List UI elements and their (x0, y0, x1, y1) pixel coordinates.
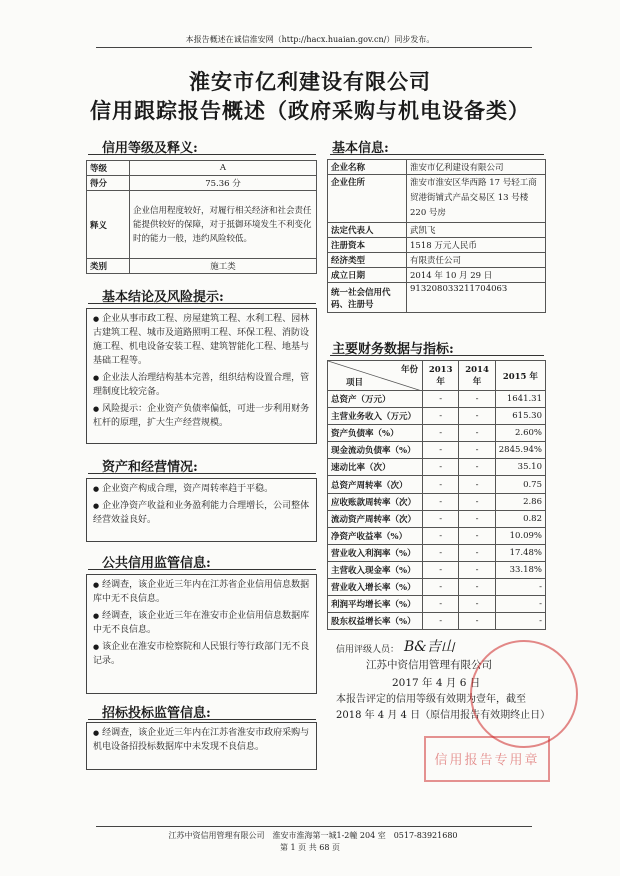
finance-value-2015: 2.86 (495, 493, 545, 510)
assets-section-title: 资产和经营情况: (102, 460, 198, 475)
capital-value: 1518 万元人民币 (407, 238, 546, 253)
bullet-icon: ● (93, 315, 100, 323)
finance-value-2015: 0.82 (495, 510, 545, 527)
finance-value-2014: - (459, 476, 495, 493)
finance-row (328, 459, 546, 476)
finance-value-2013: - (423, 596, 459, 613)
type-label: 类别 (87, 259, 130, 274)
finance-row-label: 主营业务收入（万元） (328, 408, 423, 425)
finance-value-2014: - (459, 459, 495, 476)
finance-row-label: 应收账款周转率（次） (328, 493, 423, 510)
credit-table (86, 160, 317, 274)
assets-item: ● 企业资产构成合理，资产周转率趋于平稳。 (93, 484, 274, 494)
finance-row-label: 营业收入利润率（%） (328, 544, 423, 561)
finance-value-2013: - (423, 476, 459, 493)
finance-value-2013: - (423, 459, 459, 476)
conclusion-section-rule (88, 303, 316, 304)
finance-value-2014: - (459, 596, 495, 613)
economic-type-label: 经济类型 (328, 253, 407, 268)
finance-value-2013: - (423, 425, 459, 442)
finance-row (328, 442, 546, 459)
finance-value-2013: - (423, 613, 459, 630)
evaluator-signature: B&吉山 (404, 639, 455, 655)
bullet-icon: ● (93, 405, 100, 413)
credit-section-rule (88, 154, 316, 155)
finance-value-2013: - (423, 510, 459, 527)
bullet-icon: ● (93, 729, 100, 737)
credit-section-title: 信用等级及释义: (102, 141, 198, 156)
score-value: 75.36 分 (130, 176, 317, 191)
finance-value-2015: 2.60% (495, 425, 545, 442)
finance-value-2015: 0.75 (495, 476, 545, 493)
finance-section-title: 主要财务数据与指标: (332, 342, 454, 357)
public-credit-section-rule (88, 569, 316, 570)
public-credit-box (86, 574, 317, 694)
finance-row-label: 流动资产周转率（次） (328, 510, 423, 527)
public-credit-item: ● 经调查，该企业近三年内在江苏省企业信用信息数据库中无不良信息。 (93, 580, 310, 604)
tender-item: ● 经调查，该企业近三年内在江苏省淮安市政府采购与机电设备招投标数据库中未发现不良信息。 (93, 728, 310, 752)
public-credit-section-title: 公共信用监管信息: (102, 556, 211, 571)
grade-label: 等级 (87, 161, 130, 176)
finance-value-2015: 33.18% (495, 561, 545, 578)
footer-page-number: 第 1 页 共 68 页 (280, 843, 340, 852)
finance-row-label: 速动比率（次） (328, 459, 423, 476)
address-label: 企业住所 (328, 175, 407, 223)
finance-value-2014: - (459, 442, 495, 459)
finance-row (328, 561, 546, 578)
finance-value-2014: - (459, 579, 495, 596)
finance-value-2014: - (459, 408, 495, 425)
finance-value-2015: - (495, 579, 545, 596)
tender-section-title: 招标投标监管信息: (102, 706, 211, 721)
economic-type-value: 有限责任公司 (407, 253, 546, 268)
finance-row (328, 596, 546, 613)
sign-company: 江苏中资信用管理有限公司 (366, 659, 492, 671)
bullet-icon: ● (93, 502, 100, 510)
meaning-value: 企业信用程度较好，对履行相关经济和社会责任能提供较好的保障，对于抵御环境发生不利变化时的能力一般，违约风险较低。 (130, 191, 317, 259)
finance-row-label: 资产负债率（%） (328, 425, 423, 442)
bullet-icon: ● (93, 374, 100, 382)
finance-value-2015: 615.30 (495, 408, 545, 425)
footer-divider (96, 826, 532, 827)
finance-value-2013: - (423, 493, 459, 510)
finance-value-2013: - (423, 544, 459, 561)
finance-head-year: 年份 (400, 365, 418, 375)
conclusion-item: ● 企业从事市政工程、房屋建筑工程、水利工程、园林古建筑工程、城市及道路照明工程、环保工程、消防设施工程、机电设备安装工程、建筑智能化工程、地基与基础工程等。 (93, 314, 310, 366)
finance-value-2014: - (459, 527, 495, 544)
finance-value-2014: - (459, 391, 495, 408)
validity-note: 本报告评定的信用等级有效期为壹年，截至 2018 年 4 月 4 日（原信用报告有效期终止日） (336, 694, 551, 721)
finance-row-label: 总资产（万元） (328, 391, 423, 408)
finance-value-2014: - (459, 425, 495, 442)
founded-label: 成立日期 (328, 268, 407, 283)
finance-row (328, 476, 546, 493)
finance-row-label: 现金流动负债率（%） (328, 442, 423, 459)
conclusion-box (86, 308, 317, 444)
finance-value-2014: - (459, 561, 495, 578)
finance-value-2015: 17.48% (495, 544, 545, 561)
finance-row (328, 510, 546, 527)
finance-row-label: 主营收入现金率（%） (328, 561, 423, 578)
basic-section-title: 基本信息: (332, 141, 389, 156)
bullet-icon: ● (93, 643, 100, 651)
year-2015-header: 2015 年 (495, 361, 545, 391)
report-title-company: 淮安市亿利建设有限公司 (189, 69, 431, 94)
finance-row-label: 利润平均增长率（%） (328, 596, 423, 613)
legal-rep-value: 武凯飞 (407, 223, 546, 238)
header-note: 本报告概述在诚信淮安网（http://hacx.huaian.gov.cn/）同步发布。 (185, 35, 435, 44)
basic-section-rule (330, 154, 544, 155)
assets-box (86, 478, 317, 542)
sign-date: 2017 年 4 月 6 日 (392, 677, 481, 689)
finance-row (328, 425, 546, 442)
basic-info-table (327, 159, 546, 313)
finance-value-2015: - (495, 596, 545, 613)
finance-value-2014: - (459, 493, 495, 510)
finance-value-2013: - (423, 408, 459, 425)
assets-section-rule (88, 473, 316, 474)
report-title-type: 信用跟踪报告概述（政府采购与机电设备类） (90, 98, 530, 123)
finance-value-2015: 35.10 (495, 459, 545, 476)
finance-row (328, 613, 546, 630)
report-stamp: 信用报告专用章 (424, 736, 550, 782)
finance-value-2015: - (495, 613, 545, 630)
footer-company-info: 江苏中资信用管理有限公司 淮安市淮海第一城1-2幢 204 室 0517-83921680 (168, 831, 458, 840)
finance-value-2015: 1641.31 (495, 391, 545, 408)
finance-value-2013: - (423, 442, 459, 459)
finance-value-2014: - (459, 510, 495, 527)
finance-value-2015: 2845.94% (495, 442, 545, 459)
finance-table (327, 360, 546, 630)
bullet-icon: ● (93, 581, 100, 589)
public-credit-item: ● 该企业在淮安市检察院和人民银行等行政部门无不良记录。 (93, 642, 310, 666)
grade-value: A (130, 161, 317, 176)
finance-value-2015: 10.09% (495, 527, 545, 544)
credit-code-label: 统一社会信用代码、注册号 (328, 283, 407, 313)
finance-row (328, 408, 546, 425)
year-2013-header: 2013 年 (423, 361, 459, 391)
finance-row (328, 391, 546, 408)
credit-code-value: 91320803321170406З (407, 283, 546, 313)
finance-table-body (328, 391, 546, 630)
company-name-value: 淮安市亿利建设有限公司 (407, 160, 546, 175)
finance-value-2013: - (423, 579, 459, 596)
finance-value-2013: - (423, 391, 459, 408)
finance-value-2014: - (459, 544, 495, 561)
finance-row-label: 总资产周转率（次） (328, 476, 423, 493)
header-divider (96, 47, 532, 48)
conclusion-item: ● 企业法人治理结构基本完善，组织结构设置合理，管理制度比较完备。 (93, 373, 310, 397)
finance-row-label: 股东权益增长率（%） (328, 613, 423, 630)
conclusion-item: ● 风险提示：企业资产负债率偏低，可进一步利用财务杠杆的原理，扩大生产经营规模。 (93, 404, 310, 428)
company-name-label: 企业名称 (328, 160, 407, 175)
finance-head-item: 项目 (346, 378, 364, 388)
meaning-label: 释义 (87, 191, 130, 259)
year-2014-header: 2014 年 (459, 361, 495, 391)
address-value: 淮安市淮安区华西路 17 号轻工商贸港街铺式产品交易区 13 号楼 220 号房 (407, 175, 546, 223)
finance-value-2014: - (459, 613, 495, 630)
evaluator-label: 信用评级人员： (336, 645, 400, 655)
finance-header-diagonal (328, 361, 423, 391)
official-seal (470, 640, 578, 748)
finance-row (328, 544, 546, 561)
finance-value-2013: - (423, 561, 459, 578)
type-value: 施工类 (130, 259, 317, 274)
legal-rep-label: 法定代表人 (328, 223, 407, 238)
finance-value-2013: - (423, 527, 459, 544)
finance-row (328, 527, 546, 544)
finance-row (328, 493, 546, 510)
finance-section-rule (330, 355, 544, 356)
founded-value: 2014 年 10 月 29 日 (407, 268, 546, 283)
assets-item: ● 企业净资产收益和业务盈利能力合理增长，公司整体经营效益良好。 (93, 501, 310, 525)
finance-row-label: 净资产收益率（%） (328, 527, 423, 544)
conclusion-section-title: 基本结论及风险提示: (102, 290, 224, 305)
finance-row (328, 579, 546, 596)
score-label: 得分 (87, 176, 130, 191)
public-credit-item: ● 经调查，该企业近三年在淮安市企业信用信息数据库中无不良信息。 (93, 611, 310, 635)
tender-box (86, 722, 317, 770)
bullet-icon: ● (93, 485, 100, 493)
bullet-icon: ● (93, 612, 100, 620)
capital-label: 注册资本 (328, 238, 407, 253)
finance-row-label: 营业收入增长率（%） (328, 579, 423, 596)
tender-section-rule (88, 719, 316, 720)
